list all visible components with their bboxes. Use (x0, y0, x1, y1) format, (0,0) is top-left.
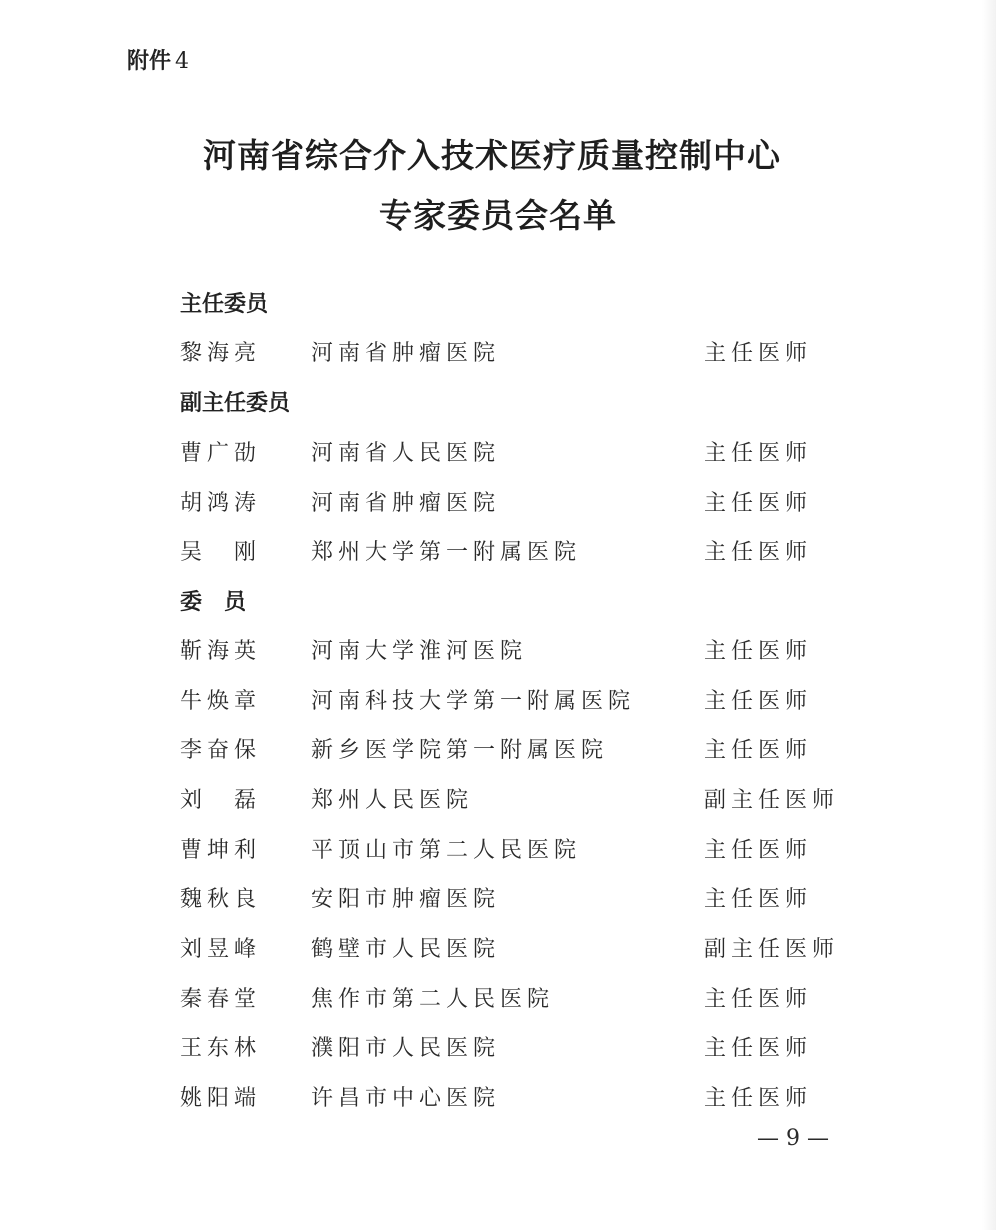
member-name: 吴 刚 (180, 540, 262, 565)
member-organization: 河南科技大学第一附属医院 (311, 689, 636, 714)
member-organization: 许昌市中心医院 (311, 1086, 501, 1111)
member-row (0, 882, 996, 912)
section-heading-members: 委 员 (180, 590, 247, 615)
member-organization: 河南省肿瘤医院 (311, 341, 501, 366)
member-title: 主任医师 (704, 1036, 813, 1061)
member-name: 胡鸿涛 (180, 491, 262, 516)
member-title: 主任医师 (704, 987, 813, 1012)
section-heading-vice-chair: 副主任委员 (180, 391, 291, 416)
member-organization: 河南大学淮河医院 (311, 639, 528, 664)
member-organization: 郑州人民医院 (311, 788, 474, 813)
member-row (0, 1081, 996, 1111)
member-row (0, 733, 996, 763)
member-organization: 河南省人民医院 (311, 441, 501, 466)
member-organization: 安阳市肿瘤医院 (311, 887, 501, 912)
member-name: 王东林 (180, 1036, 262, 1061)
attachment-label (127, 44, 189, 75)
page-number: — 9 — (757, 1126, 829, 1151)
member-name: 李奋保 (180, 738, 262, 763)
member-name: 魏秋良 (180, 887, 262, 912)
member-row (0, 436, 996, 466)
member-title: 主任医师 (704, 689, 813, 714)
section-heading-chair: 主任委员 (180, 292, 269, 317)
member-row (0, 684, 996, 714)
member-title: 主任医师 (704, 738, 813, 763)
member-name: 曹广劭 (180, 441, 262, 466)
member-title: 主任医师 (704, 1086, 813, 1111)
member-title: 主任医师 (704, 540, 813, 565)
member-title: 主任医师 (704, 838, 813, 863)
attachment-text: 附件 (127, 49, 172, 74)
member-title: 主任医师 (704, 441, 813, 466)
member-name: 刘 磊 (180, 788, 262, 813)
member-name: 靳海英 (180, 639, 262, 664)
member-name: 牛焕章 (180, 689, 262, 714)
document-title-line-2: 专家委员会名单 (379, 196, 617, 235)
member-name: 黎海亮 (180, 341, 262, 366)
member-row (0, 982, 996, 1012)
member-organization: 焦作市第二人民医院 (311, 987, 555, 1012)
member-row (0, 833, 996, 863)
member-title: 主任医师 (704, 491, 813, 516)
member-organization: 新乡医学院第一附属医院 (311, 738, 609, 763)
member-organization: 平顶山市第二人民医院 (311, 838, 582, 863)
member-title: 主任医师 (704, 887, 813, 912)
document-title-line-1: 河南省综合介入技术医疗质量控制中心 (203, 136, 781, 175)
member-organization: 濮阳市人民医院 (311, 1036, 501, 1061)
member-name: 秦春堂 (180, 987, 262, 1012)
member-row (0, 932, 996, 962)
member-title: 主任医师 (704, 341, 813, 366)
member-row (0, 634, 996, 664)
member-title: 副主任医师 (704, 937, 840, 962)
member-row (0, 336, 996, 366)
member-title: 副主任医师 (704, 788, 840, 813)
member-row (0, 1031, 996, 1061)
member-row (0, 486, 996, 516)
attachment-number: 4 (175, 49, 190, 74)
member-name: 姚阳端 (180, 1086, 262, 1111)
member-row (0, 535, 996, 565)
member-organization: 河南省肿瘤医院 (311, 491, 501, 516)
member-row (0, 783, 996, 813)
member-name: 曹坤利 (180, 838, 262, 863)
member-organization: 郑州大学第一附属医院 (311, 540, 582, 565)
member-organization: 鹤壁市人民医院 (311, 937, 501, 962)
member-name: 刘昱峰 (180, 937, 262, 962)
member-title: 主任医师 (704, 639, 813, 664)
